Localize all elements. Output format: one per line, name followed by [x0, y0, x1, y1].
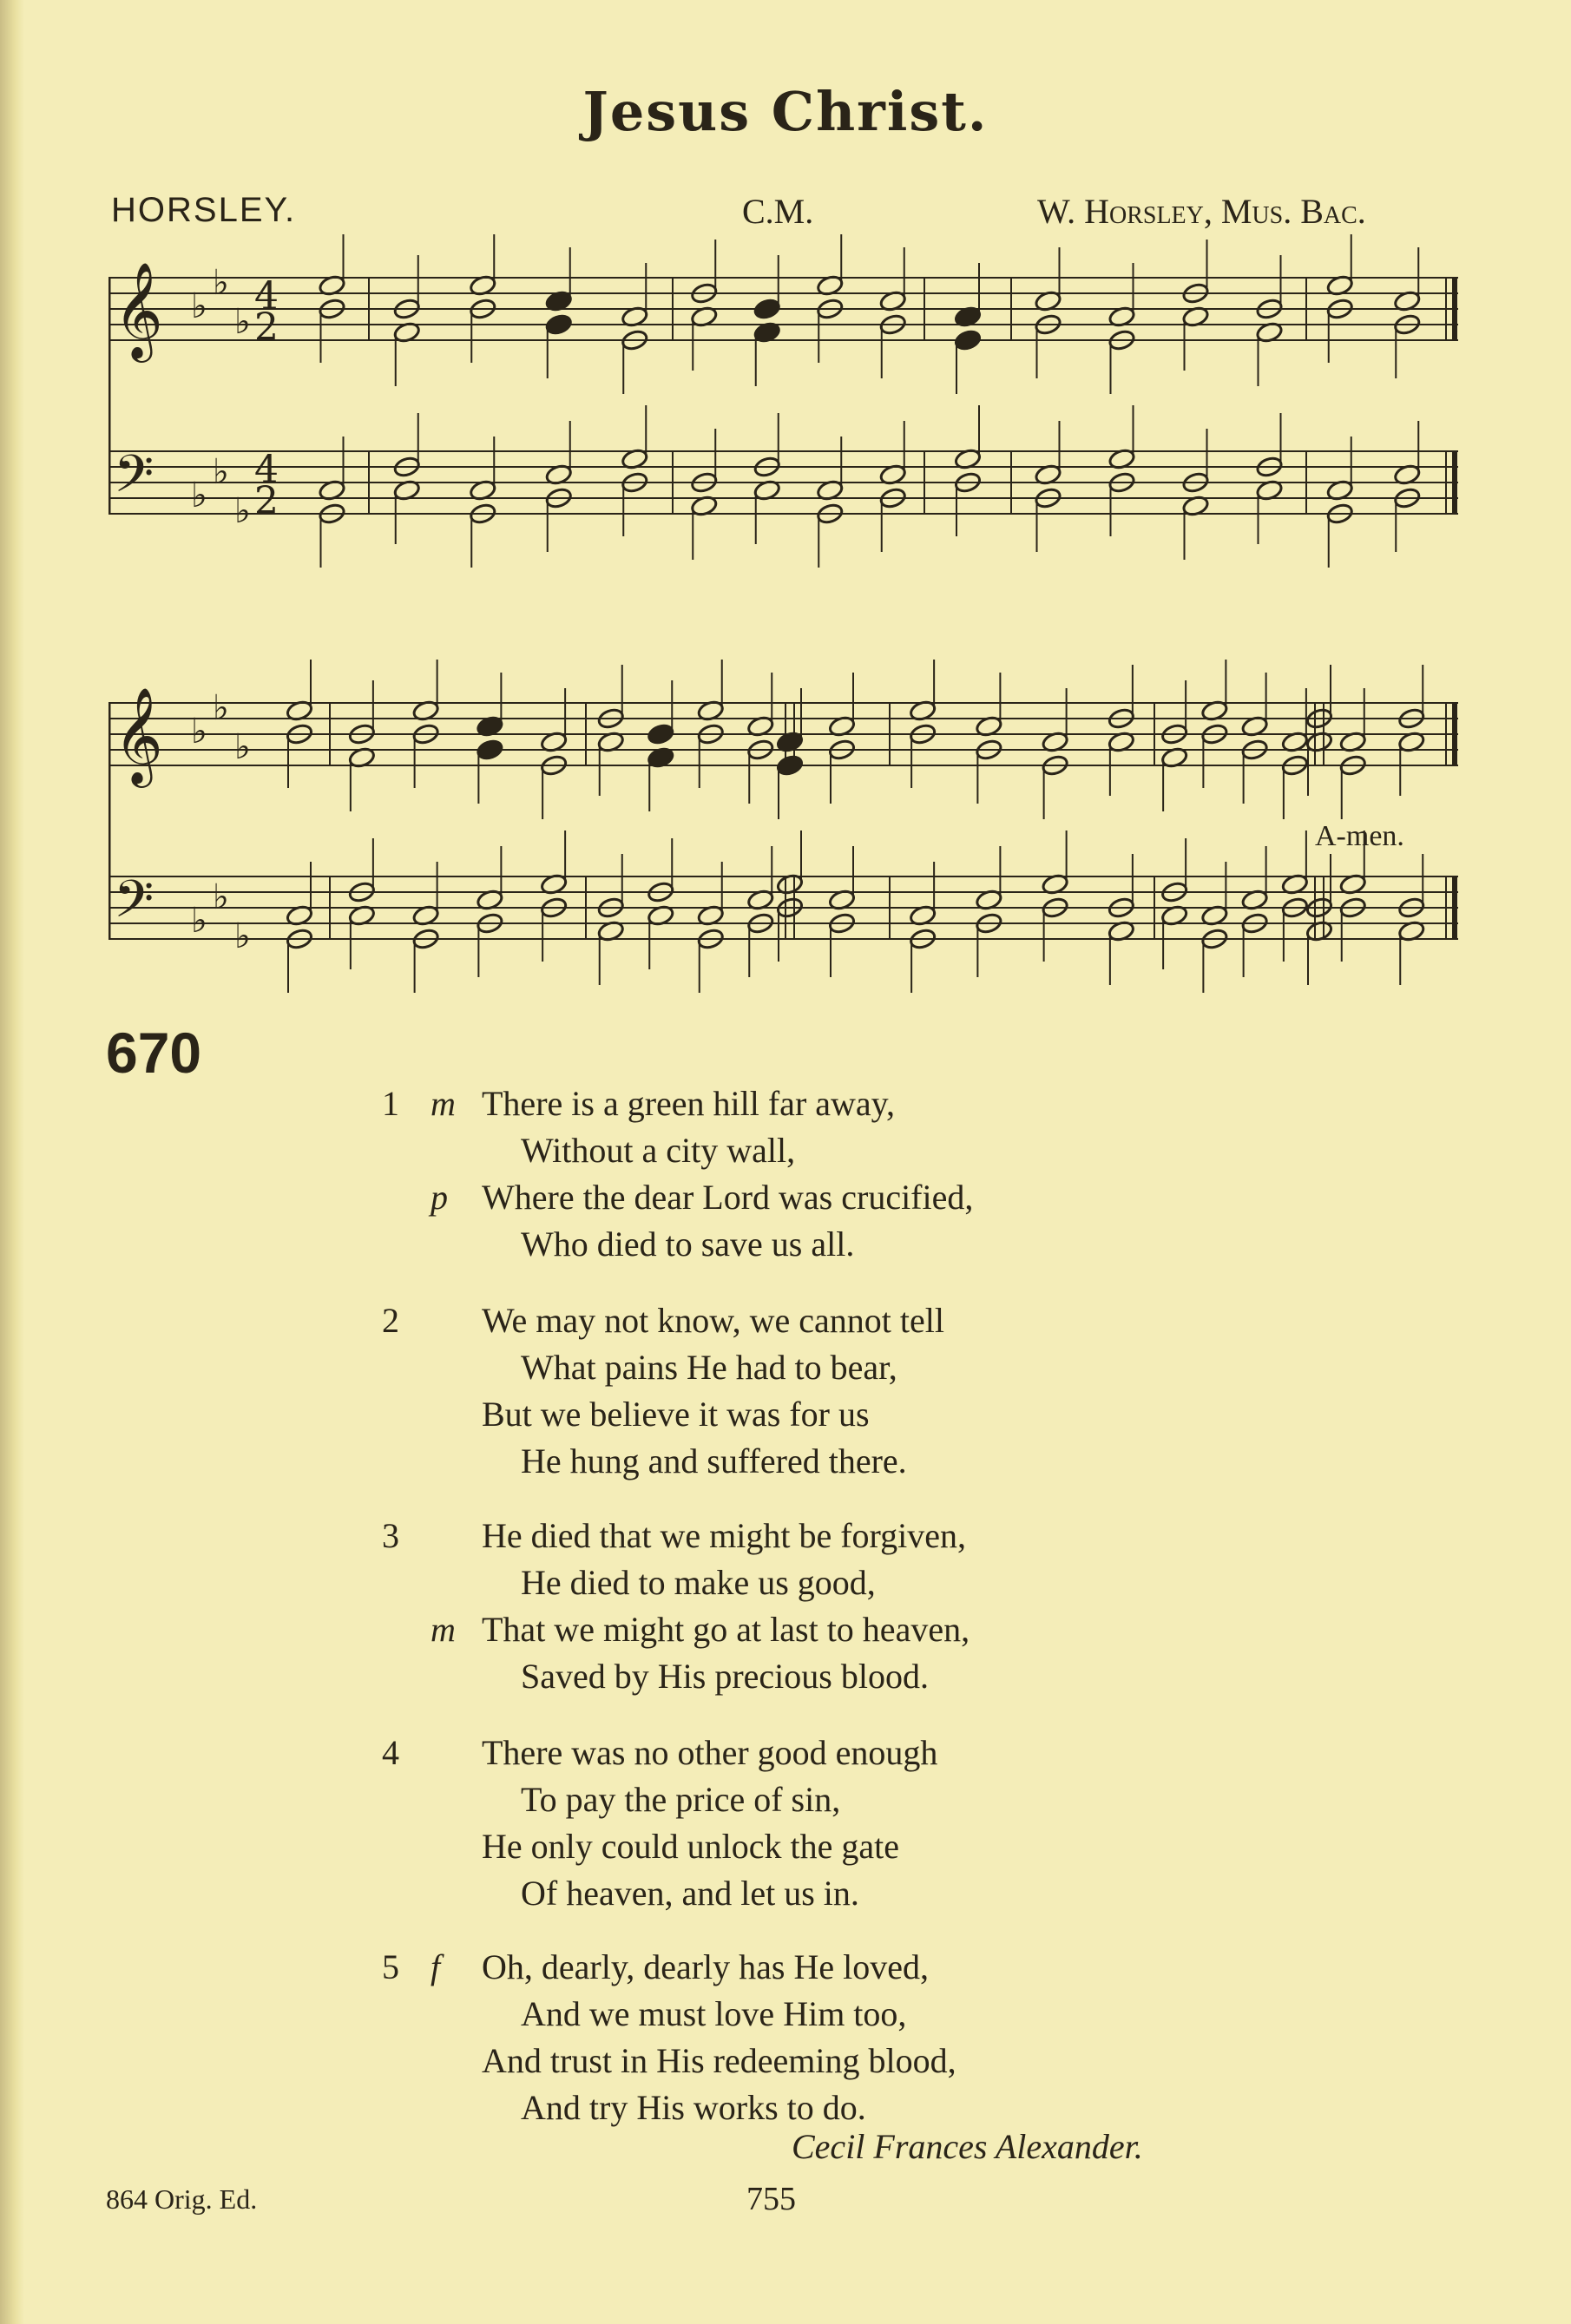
- flat-sign: ♭: [191, 712, 207, 752]
- verse-text: He only could unlock the gate: [482, 1827, 899, 1866]
- verse-line: [382, 2038, 1250, 2084]
- verse-line: [382, 1174, 1250, 1221]
- verse-text: Of heaven, and let us in.: [521, 1874, 859, 1913]
- verse-line: [382, 1823, 1250, 1870]
- flat-sign: ♭: [191, 901, 207, 941]
- verse-line: [382, 1870, 1250, 1917]
- verse-text: Saved by His precious blood.: [521, 1657, 929, 1696]
- verse-line: [382, 1944, 1250, 1991]
- verse-number: 2: [382, 1301, 399, 1340]
- verse-text: He hung and suffered there.: [521, 1441, 907, 1480]
- composer: W. Horsley, Mus. Bac.: [1037, 192, 1366, 231]
- flat-sign: ♭: [234, 302, 251, 342]
- verse-text: Who died to save us all.: [521, 1224, 855, 1264]
- verse-text: We may not know, we cannot tell: [482, 1301, 944, 1340]
- verse-text: What pains He had to bear,: [521, 1348, 897, 1387]
- time-signature-bottom: 2: [254, 305, 279, 350]
- note-head: [647, 723, 674, 745]
- verse-line: [382, 1127, 1250, 1174]
- meter: C.M.: [742, 192, 814, 231]
- verse-line: [382, 1297, 1250, 1344]
- note-head: [954, 329, 982, 351]
- flat-sign: ♭: [213, 877, 229, 917]
- verse-text: And try His works to do.: [521, 2088, 866, 2127]
- time-signature-top: 4: [254, 274, 279, 318]
- dynamic-marking: m: [431, 1084, 456, 1123]
- note-head: [753, 298, 781, 320]
- verse-text: Where the dear Lord was crucified,: [482, 1178, 974, 1217]
- verse: [382, 1730, 1250, 1917]
- verse-number: 1: [382, 1084, 399, 1123]
- edition-note: 864 Orig. Ed.: [106, 2183, 258, 2215]
- dynamic-marking: p: [431, 1178, 448, 1217]
- verse-text: But we believe it was for us: [482, 1395, 870, 1434]
- verse-line: [382, 1653, 1250, 1700]
- treble-clef: 𝄞: [114, 261, 163, 358]
- verse-line: [382, 1513, 1250, 1559]
- amen-label: A-men.: [1315, 820, 1404, 852]
- verse-text: There is a green hill far away,: [482, 1084, 896, 1123]
- verse-number: 4: [382, 1733, 399, 1772]
- bass-clef: 𝄢: [114, 869, 154, 942]
- verse-line: [382, 1991, 1250, 2038]
- note-head: [776, 754, 804, 777]
- verse-line: [382, 1776, 1250, 1823]
- verse-text: That we might go at last to heaven,: [482, 1610, 970, 1649]
- flat-sign: ♭: [213, 452, 229, 492]
- verse-line: [382, 1606, 1250, 1653]
- treble-clef: 𝄞: [114, 686, 163, 784]
- flat-sign: ♭: [191, 476, 207, 515]
- page-edge: [0, 0, 24, 2324]
- verse-text: And trust in His redeeming blood,: [482, 2041, 956, 2080]
- time-signature-top: 4: [254, 448, 279, 492]
- flat-sign: ♭: [191, 286, 207, 326]
- verse-line: [382, 1344, 1250, 1391]
- verse-line: [382, 1438, 1250, 1485]
- verse: [382, 1297, 1250, 1485]
- flat-sign: ♭: [213, 688, 229, 728]
- verse-line: [382, 1221, 1250, 1268]
- verse-text: Without a city wall,: [521, 1131, 796, 1170]
- note-head: [476, 739, 503, 761]
- verse-line: [382, 1730, 1250, 1776]
- verse-line: [382, 1391, 1250, 1438]
- dynamic-marking: m: [431, 1610, 456, 1649]
- dynamic-marking: f: [431, 1947, 441, 1986]
- verse-text: Oh, dearly, dearly has He loved,: [482, 1947, 929, 1986]
- verse-text: There was no other good enough: [482, 1733, 938, 1772]
- verse-line: [382, 2084, 1250, 2131]
- flat-sign: ♭: [234, 491, 251, 531]
- verse: [382, 1944, 1250, 2131]
- music-system-2: [108, 660, 1458, 1041]
- verse-line: [382, 1559, 1250, 1606]
- section-title: Jesus Christ.: [582, 80, 989, 143]
- flat-sign: ♭: [213, 263, 229, 303]
- verse-text: And we must love Him too,: [521, 1994, 907, 2033]
- verse-text: He died to make us good,: [521, 1563, 876, 1602]
- note-head: [545, 313, 573, 336]
- verse-line: [382, 1080, 1250, 1127]
- verse-text: He died that we might be forgiven,: [482, 1516, 967, 1555]
- author: Cecil Frances Alexander.: [792, 2127, 1143, 2166]
- bass-clef: 𝄢: [114, 443, 154, 516]
- page-number: 755: [746, 2181, 796, 2217]
- flat-sign: ♭: [234, 727, 251, 767]
- verse-number: 3: [382, 1516, 399, 1555]
- verse: [382, 1513, 1250, 1700]
- verse-text: To pay the price of sin,: [521, 1780, 841, 1819]
- verse: [382, 1080, 1250, 1268]
- tune-name: HORSLEY.: [111, 191, 297, 229]
- music-system-1: [108, 234, 1458, 616]
- flat-sign: ♭: [234, 916, 251, 956]
- hymn-number: 670: [106, 1021, 202, 1085]
- time-signature-bottom: 2: [254, 479, 279, 523]
- verse-number: 5: [382, 1947, 399, 1986]
